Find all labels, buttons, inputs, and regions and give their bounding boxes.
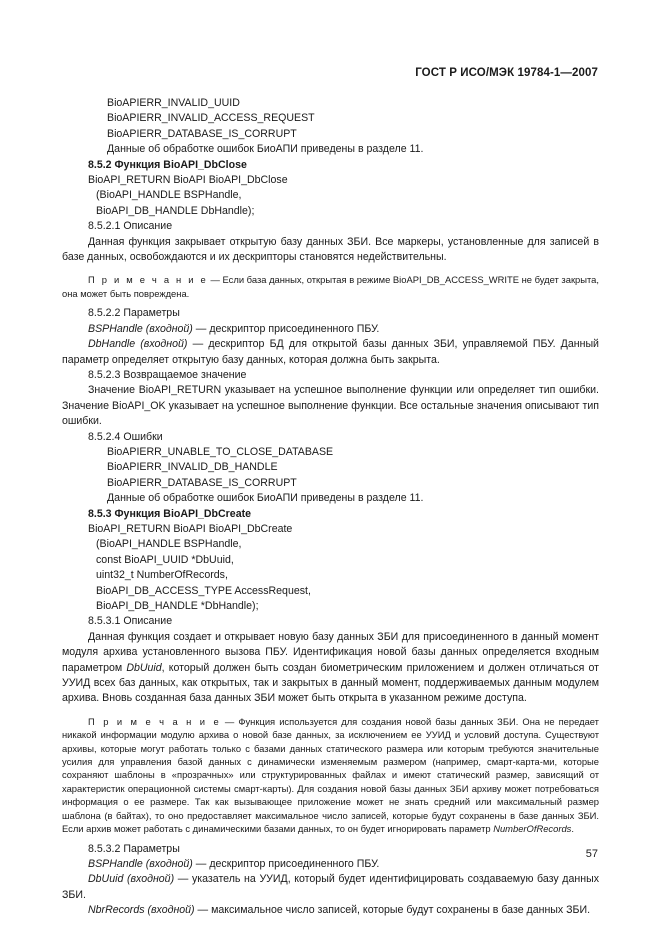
note-paragraph: П р и м е ч а н и е — Функция используется для создания новой базы данных ЗБИ. Она не передает никакой информации модулю архива о новой базе данных, за исключением ее УУИД и условий доступа. Существуют архивы, которые могут работать только с базами данных статического размера или которым требуются значительные усилия для управления базой данных с динамически изменяемым размером (например, смарт-карта-ми, которые сохраняют шаблоны в «прозрачных» или структурированных файлах и имеют статический размер, зависящий от характеристик операционной системы смарт-карты). Для создания новой базы данных ЗБИ архиву может потребоваться информация о ее размере. Так как вызывающее приложение может не знать средний или максимальный размер шаблона (в байтах), то оно предоставляет максимальное число записей, которые будут сохранены в базе данных ЗБИ. Если архив может работать с динамическими базами данных, то он будет игнорировать параметр NumberOfRecords. xyxy=(62,715,599,835)
parameter-entry xyxy=(62,322,599,337)
parameter-name: DbUuid xyxy=(126,661,162,674)
signature-line: (BioAPI_HANDLE BSPHandle, xyxy=(96,538,242,551)
standard-header: ГОСТ Р ИСО/МЭК 19784-1—2007 xyxy=(415,67,598,79)
subsection-heading: 8.5.2.2 Параметры xyxy=(88,307,180,320)
subsection-heading: 8.5.2.3 Возвращаемое значение xyxy=(88,368,247,381)
return-value-paragraph: Значение BioAPI_RETURN указывает на успешное выполнение функции или определяет тип ошибки. Значение BioAPI_OK указывает на успешное выполнение функции. Все остальные значения описывают тип ошибки. xyxy=(62,384,599,428)
signature-line: uint32_t NumberOfRecords, xyxy=(96,569,228,582)
error-code: BioAPIERR_UNABLE_TO_CLOSE_DATABASE xyxy=(107,445,334,458)
section-heading-dbcreate: 8.5.3 Функция BioAPI_DbCreate xyxy=(88,507,252,520)
error-code: BioAPIERR_DATABASE_IS_CORRUPT xyxy=(107,127,297,140)
note-label: П р и м е ч а н и е xyxy=(88,274,208,286)
parameter-text: — указатель на УУИД, который будет идентифицировать создаваемую базу данных ЗБИ. xyxy=(62,873,599,901)
error-code: BioAPIERR_INVALID_UUID xyxy=(107,97,240,109)
note-paragraph xyxy=(62,273,599,300)
error-code: BioAPIERR_INVALID_DB_HANDLE xyxy=(107,461,278,474)
parameter-entry xyxy=(62,857,599,872)
signature-line: BioAPI_DB_ACCESS_TYPE AccessRequest, xyxy=(96,584,311,597)
error-reference: Данные об обработке ошибок БиоАПИ приведены в разделе 11. xyxy=(107,492,424,505)
document-body xyxy=(62,96,599,919)
parameter-entry xyxy=(62,337,599,368)
parameter-name: BSPHandle (входной) xyxy=(88,857,193,870)
error-code: BioAPIERR_DATABASE_IS_CORRUPT xyxy=(107,476,297,489)
description-paragraph: Данная функция создает и открывает новую базу данных ЗБИ для присоединенного в данный момент модуля архива установленного вызова ПБУ. Идентификация новой базы данных определяется входным параметром DbUuid, который должен быть создан биометрическим приложением и должен отличаться от УУИД всех баз данных, как открытых, так и закрытых в данный момент, поддерживаемых данным модулем архива. Вновь созданная база данных ЗБИ может быть открыта в указанном режиме доступа. xyxy=(62,630,599,705)
parameter-text: — дескриптор присоединенного ПБУ. xyxy=(192,322,380,335)
section-heading-dbclose: 8.5.2 Функция BioAPI_DbClose xyxy=(88,158,247,171)
parameter-entry xyxy=(62,872,599,903)
error-reference: Данные об обработке ошибок БиоАПИ приведены в разделе 11. xyxy=(107,143,424,156)
signature-line: BioAPI_RETURN BioAPI BioAPI_DbClose xyxy=(88,174,288,187)
parameter-entry xyxy=(62,903,599,918)
parameter-name: NumberOfRecords xyxy=(493,823,572,835)
error-code: BioAPIERR_INVALID_ACCESS_REQUEST xyxy=(107,112,315,125)
signature-line: const BioAPI_UUID *DbUuid, xyxy=(96,553,234,566)
parameter-text: — дескриптор БД для открытой базы данных ЗБИ, управляемой ПБУ. Данный параметр определяет открытую базу данных, которая должна быть закрыта. xyxy=(62,338,599,366)
parameter-text: — максимальное число записей, которые будут сохранены в базе данных ЗБИ. xyxy=(194,904,591,917)
signature-line: BioAPI_DB_HANDLE DbHandle); xyxy=(96,204,255,217)
subsection-heading: 8.5.2.1 Описание xyxy=(88,220,173,233)
subsection-heading: 8.5.3.1 Описание xyxy=(88,615,173,628)
parameter-name: DbUuid (входной) xyxy=(88,873,175,886)
parameter-name: NbrRecords (входной) xyxy=(88,904,195,917)
parameter-name: DbHandle (входной) xyxy=(88,338,188,351)
signature-line: (BioAPI_HANDLE BSPHandle, xyxy=(96,189,242,202)
note-label: П р и м е ч а н и е xyxy=(88,715,221,727)
page-number: 57 xyxy=(585,848,598,860)
subsection-heading: 8.5.2.4 Ошибки xyxy=(88,430,163,443)
parameter-text: — дескриптор присоединенного ПБУ. xyxy=(192,857,380,870)
signature-line: BioAPI_RETURN BioAPI BioAPI_DbCreate xyxy=(88,522,293,535)
note-text: — Если база данных, открытая в режиме BioAPI_DB_ACCESS_WRITE не будет закрыта, она может быть повреждена. xyxy=(62,274,600,299)
parameter-name: BSPHandle (входной) xyxy=(88,322,193,335)
signature-line: BioAPI_DB_HANDLE *DbHandle); xyxy=(96,600,259,612)
subsection-heading: 8.5.3.2 Параметры xyxy=(88,842,180,855)
description-paragraph: Данная функция закрывает открытую базу данных ЗБИ. Все маркеры, установленные для записей в базе данных, освобождаются и их дескрипторы становятся недействительны. xyxy=(62,235,599,264)
